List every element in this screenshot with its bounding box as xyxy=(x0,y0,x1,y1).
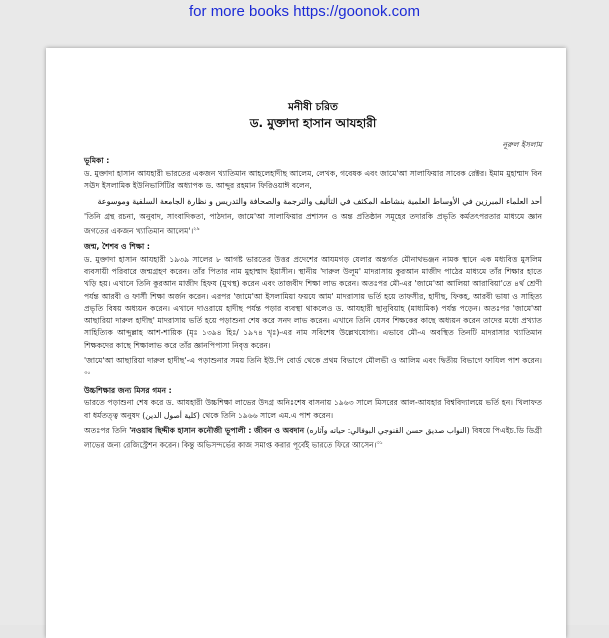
intro-arabic-quote: أحد العلماء المبرزين في الأوساط العلمية بنشاطه المكثف في التأليف والترجمة والصحافة والتدريس و نظارة الجامعة السلفية وموسوعة xyxy=(97,197,542,207)
birth-paragraph-2 xyxy=(84,355,542,382)
page-content xyxy=(84,100,542,452)
intro-quote-text: 'তিনি গ্রন্থ রচনা, অনুবাদ, সাংবাদিকতা, পাঠদান, জামে'আ সালাফিয়ার প্রশাসন ও অন্ত প্রতিষ্ঠান সমূহের তদারকি প্রভৃতি কর্মতৎপরতার মাধ্যমে জ্ঞান জগতের একজন খ্যাতিমান আলেম'। xyxy=(84,212,542,237)
section-heading-birth: জন্ম, শৈশব ও শিক্ষা : xyxy=(84,242,150,252)
footnote-ref: ৩১ xyxy=(376,440,383,447)
promo-banner-text[interactable]: for more books https://goonok.com xyxy=(189,3,420,20)
series-title: মনীষী চরিত xyxy=(288,101,338,113)
thesis-title: 'নওয়াব ছিদ্দীক হাসান কনৌজী ভূপালী : জীবন ও অবদান xyxy=(129,426,305,435)
birth-paragraph-2-text: 'জামে'আ আছারিয়া দারুল হাদীছ'-এ পড়াশুনার সময় তিনি ইউ.পি বোর্ড থেকে প্রথম বিভাগে মৌলভী ও আলিম এবং দ্বিতীয় বিভাগে ফাযিল পাশ করেন। xyxy=(84,355,542,365)
author-name: নূরুল ইসলাম xyxy=(502,140,542,149)
section-heading-egypt: উচ্চশিক্ষার জন্য মিসর গমন : xyxy=(84,386,172,396)
document-page xyxy=(46,48,566,638)
egypt-paragraph-2 xyxy=(84,425,542,452)
section-heading-intro: ভূমিকা : xyxy=(84,156,110,166)
egypt-paragraph-1: ভারতে পড়াশুনা শেষ করে ড. আযহারী উচ্চশিক্ষা লাভের উদগ্র অনিঃশেষ বাসনায় ১৯৬৩ সালে মিসরের আল-আযহার বিশ্ববিদ্যালয়ে ভর্তি হন। খিলাফত বা ধর্মতত্ত্ব অনুষদ (كلية أصول الدين) থেকে তিনি ১৯৬৬ সালে এম.এ পাশ করেন। xyxy=(84,398,542,420)
birth-paragraph-1: ড. মুক্তাদা হাসান আযহারী ১৯৩৯ সালের ৮ আগষ্ট ভারতের উত্তর প্রদেশের আযমগড় যেলার অন্তর্গত মৌনাথভঞ্জন নামক স্থানে এক মধ্যবিত্ত মুসলিম ব্যবসায়ী পরিবারে জন্মগ্রহণ করেন। তাঁর পিতার নাম মুহাম্মাদ ইয়াসীন। স্থানীয় 'দারুল উলূম' মাদরাসায় কুরআন মাজীদ পাঠের মাধ্যমে তাঁর শিক্ষার হাতে খড়ি হয়। এখানে তিনি কুরআন মাজীদ হিফয (মুখস্থ) করেন এবং তাজবীদ শিক্ষা লাভ করেন। অতঃপর মৌ-এর 'জামে'আ আলিয়া আরাবিয়া'তে ৪র্থ শ্রেণী পর্যন্ত আরবী ও ফার্সী শিক্ষা অর্জন করেন। এরপর 'জামে'আ ইসলামিয়া ফয়যে আম' মাদরাসায় ভর্তি হয়ে তাফসীর, হাদীছ, ফিকহ, আরবী ভাষা ও সাহিত্য প্রভৃতি বিষয় অধ্যয়ন করেন। এখানে দাওরায়ে হাদীছ পর্যন্ত পড়ার ব্যবস্থা থাকলেও ড. আযহারী ছানুবিয়াহ (মাধ্যমিক) পর্যন্ত পড়েন। অতঃপর 'জামে'আ আছারিয়া দারুল হাদীছ' মাদরাসায় ভর্তি হয়ে পড়াশুনা শেষ করে সনদ লাভ করেন। এখানে তিনি যেসব শিক্ষকের কাছে অধ্যয়ন করেন তাদের মধ্যে প্রখ্যাত সাহিত্যিক আব্দুল্লাহ আশ-শায়িক (মৃঃ ১৩৯৪ হিঃ/ ১৯৭৪ খৃঃ)-এর নাম সবিশেষ উল্লেখযোগ্য। এভাবে মৌ-এ অবস্থিত তিনটি মাদরাসার খ্যাতিমান শিক্ষকদের কাছে শিক্ষালাভ করে তাঁর জ্ঞানপিপাসা নিবৃত্ত করেন। xyxy=(84,254,542,350)
egypt-paragraph-2-rest: বিষয়ে পিএইচ.ডি ডিগ্রী লাভের জন্য রেজিস্ট্রেশন করেন। কিন্তু অভিসন্দর্ভের কাজ সমাপ্ত করার পূর্বেই ভারতে ফিরে আসেন। xyxy=(84,426,542,450)
footnote-ref: ২৯ xyxy=(193,226,200,233)
intro-paragraph-2 xyxy=(84,211,542,238)
footnote-ref: ৩০ xyxy=(84,370,91,377)
egypt-paragraph-2-lead: অতঃপর তিনি xyxy=(84,426,130,435)
article-title: ড. মুক্তাদা হাসান আযহারী xyxy=(249,116,377,130)
thesis-title-arabic: (النواب صديق حسن القنوجي البوفالي: حياته وآثاره) xyxy=(304,426,470,435)
intro-paragraph-1: ড. মুক্তাদা হাসান আযহারী ভারতের একজন খ্যাতিমান আহলেহাদীছ আলেম, লেখক, গবেষক এবং জামে'আ সালাফিয়ার সাবেক রেক্টর। ইমাম মুহাম্মাদ বিন সঊদ ইসলামিক ইউনিভার্সিটির অধ্যাপক ড. আব্দুর রহমান ফিরিওয়াঈ বলেন, xyxy=(84,168,542,190)
